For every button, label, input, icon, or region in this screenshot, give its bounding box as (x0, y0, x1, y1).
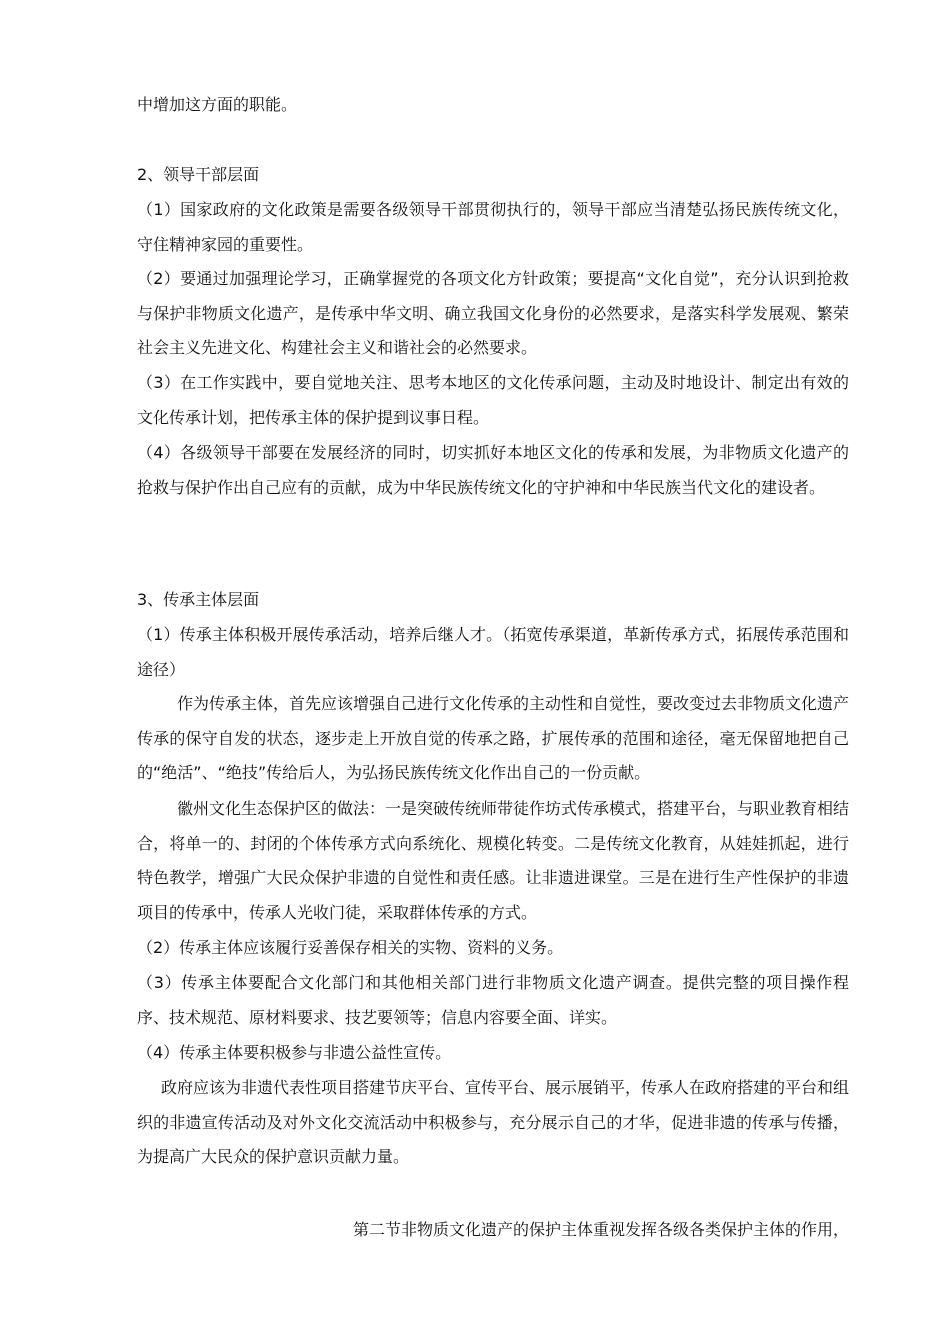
leaders-point-1: （1）国家政府的文化政策是需要各级领导干部贯彻执行的，领导干部应当清楚弘扬民族传统文化，守住精神家园的重要性。 (137, 200, 849, 254)
inheritors-point-1: （1）传承主体积极开展传承活动，培养后继人才。（拓宽传承渠道，革新传承方式，拓展传承范围和途径） (137, 625, 849, 679)
section-heading-inheritors: 3、传承主体层面 (137, 590, 260, 609)
inheritors-explanation: 作为传承主体，首先应该增强自己进行文化传承的主动性和自觉性，要改变过去非物质文化遗产传承的保守自发的状态，逐步走上开放自觉的传承之路，扩展传承的范围和途径，毫无保留地把自己的“绝活”、“绝技”传给后人，为弘扬民族传统文化作出自己的一份贡献。 (137, 694, 850, 782)
paragraph-continuation: 中增加这方面的职能。 (137, 95, 298, 114)
section-heading-leaders: 2、领导干部层面 (137, 165, 260, 184)
leaders-point-4: （4）各级领导干部要在发展经济的同时，切实抓好本地区文化的传承和发展，为非物质文化遗产的抢救与保护作出自己应有的贡献，成为中华民族传统文化的守护神和中华民族当代文化的建设者。 (137, 443, 849, 497)
inheritors-point-4: （4）传承主体要积极参与非遗公益性宣传。 (137, 1043, 452, 1062)
inheritors-point-2: （2）传承主体应该履行妥善保存相关的实物、资料的义务。 (137, 938, 564, 957)
leaders-point-2: （2）要通过加强理论学习，正确掌握党的各项文化方针政策；要提高“文化自觉”，充分认识到抢救与保护非物质文化遗产，是传承中华文明、确立我国文化身份的必然要求，是落实科学发展观、繁荣社会主义先进文化、构建社会主义和谐社会的必然要求。 (137, 269, 849, 357)
huizhou-practice: 徽州文化生态保护区的做法：一是突破传统师带徒作坊式传承模式，搭建平台，与职业教育相结合，将单一的、封闭的个体传承方式向系统化、规模化转变。二是传统文化教育，从娃娃抓起，进行特色教学，增强广大民众保护非遗的自觉性和责任感。让非遗进课堂。三是在进行生产性保护的非遗项目的传承中，传承人光收门徒，采取群体传承的方式。 (137, 799, 850, 922)
section-two-heading: 第二节非物质文化遗产的保护主体重视发挥各级各类保护主体的作用， (352, 1220, 849, 1239)
inheritors-point-3: （3）传承主体要配合文化部门和其他相关部门进行非物质文化遗产调查。提供完整的项目操作程序、技术规范、原材料要求、技艺要领等；信息内容要全面、详实。 (137, 973, 849, 1027)
leaders-point-3: （3）在工作实践中，要自觉地关注、思考本地区的文化传承问题，主动及时地设计、制定出有效的文化传承计划，把传承主体的保护提到议事日程。 (137, 373, 849, 427)
government-platform: 政府应该为非遗代表性项目搭建节庆平台、宣传平台、展示展销平，传承人在政府搭建的平台和组织的非遗宣传活动及对外文化交流活动中积极参与，充分展示自己的才华，促进非遗的传承与传播，为提高广大民众的保护意识贡献力量。 (137, 1078, 850, 1166)
